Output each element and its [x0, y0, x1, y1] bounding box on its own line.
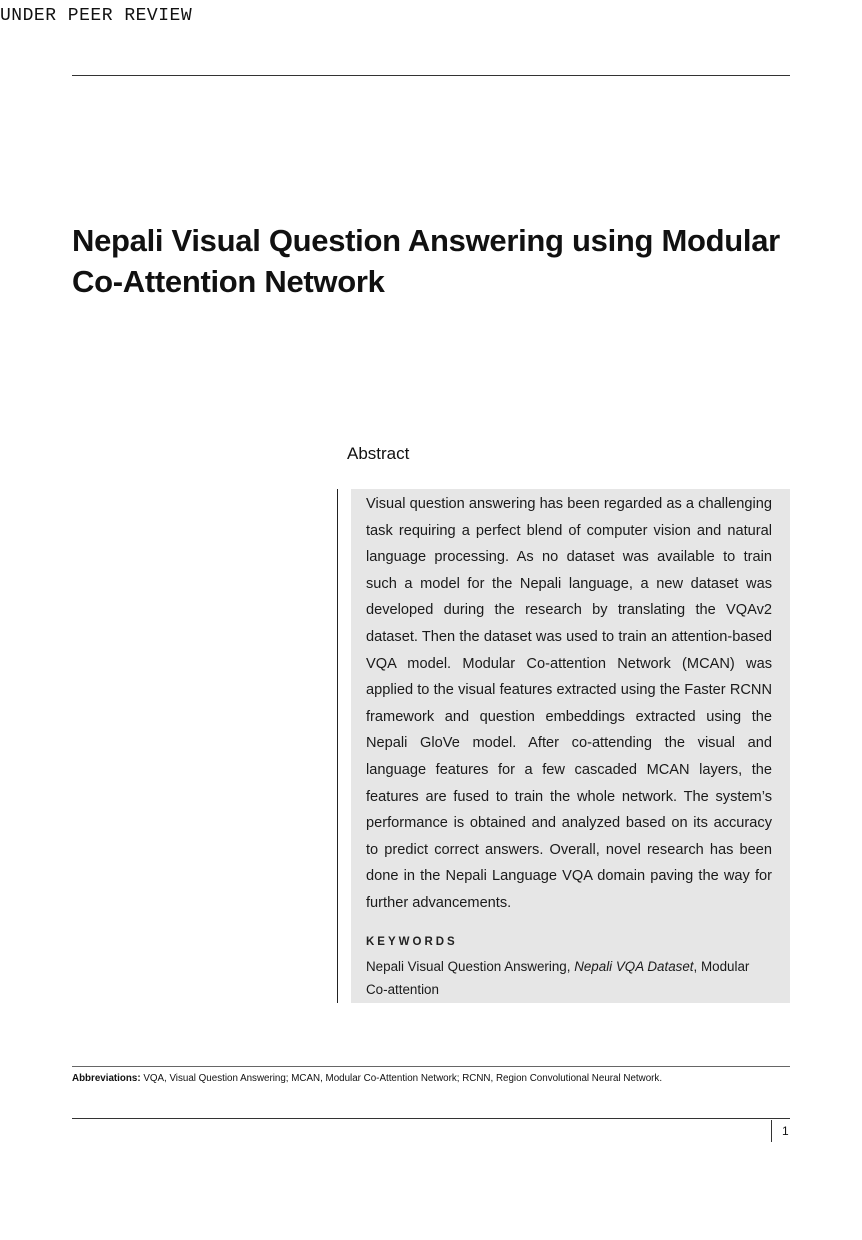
keyword-3: , Modular Co-attention: [366, 959, 750, 997]
keyword-2: Nepali VQA Dataset: [574, 959, 694, 974]
abbreviations-text: VQA, Visual Question Answering; MCAN, Modular Co-Attention Network; RCNN, Region Convolutional Neural Network.: [140, 1073, 663, 1084]
abstract-body: Visual question answering has been regarded as a challenging task requiring a perfect blend of computer vision and natural language processing. As no dataset was available to train such a model for the Nepali language, a new dataset was developed during the research by translating the VQAv2 dataset. Then the dataset was used to train an attention-based VQA model. Modular Co-attention Network (MCAN) was applied to the visual features extracted using the Faster RCNN framework and question embeddings extracted using the Nepali GloVe model. After co-attending the visual and language features for a few cascaded MCAN layers, the features are fused to train the whole network. The system’s performance is obtained and analyzed based on its accuracy to predict correct answers. Overall, novel research has been done in the Nepali Language VQA domain paving the way for further advancements.: [366, 496, 772, 911]
keywords-label: KEYWORDS: [366, 936, 458, 948]
keyword-1: Nepali Visual Question Answering,: [366, 959, 571, 974]
abstract-heading: Abstract: [347, 444, 410, 463]
paper-title: [72, 220, 802, 302]
title-line-2: Co-Attention Network: [72, 264, 385, 299]
keywords-list: [366, 955, 772, 1001]
title-line-1: Nepali Visual Question Answering using Modular: [72, 223, 780, 258]
header-rule: [72, 75, 790, 76]
abbreviations-label: Abbreviations:: [72, 1073, 141, 1084]
review-watermark: UNDER PEER REVIEW: [0, 6, 193, 26]
page-number: 1: [771, 1120, 789, 1142]
abbreviations-footnote: [72, 1073, 790, 1084]
abstract-side-bar: [337, 489, 351, 1003]
footnote-rule: [72, 1066, 790, 1067]
footer-rule: [72, 1118, 790, 1119]
